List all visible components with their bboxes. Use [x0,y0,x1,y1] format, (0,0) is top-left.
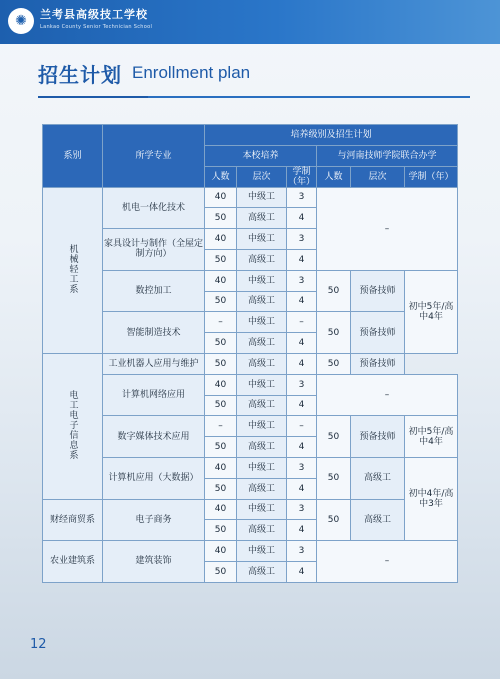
count-cell: 40 [205,187,237,208]
joint-cell: – [317,374,458,416]
dept-cell: 财经商贸系 [43,499,103,541]
level-cell: 高级工 [237,395,287,416]
count-cell: – [205,416,237,437]
count-cell: 40 [205,499,237,520]
level-cell: 高级工 [237,291,287,312]
header-joint: 与河南技师学院联合办学 [317,145,458,166]
dept-cell [43,187,103,353]
count-cell: 50 [205,395,237,416]
header-count: 人数 [205,166,237,187]
duration-cell: 4 [287,478,317,499]
header-major: 所学专业 [103,125,205,188]
duration-cell: 3 [287,270,317,291]
count-cell: 50 [205,561,237,582]
duration-cell: 4 [287,561,317,582]
dept-label: 机械轻工系 [67,243,78,294]
header-local: 本校培养 [205,145,317,166]
level-cell: 中级工 [237,270,287,291]
major-cell: 建筑装饰 [103,541,205,583]
level-cell: 中级工 [237,229,287,250]
duration-cell: 4 [287,333,317,354]
level-cell: 中级工 [237,187,287,208]
major-cell: 计算机网络应用 [103,374,205,416]
duration-cell: 4 [287,437,317,458]
level-cell: 高级工 [237,333,287,354]
duration-cell: – [287,416,317,437]
count-cell: 50 [205,208,237,229]
level-cell: 高级工 [237,249,287,270]
duration-cell: 3 [287,229,317,250]
count-cell: 50 [205,333,237,354]
duration-cell: 3 [287,374,317,395]
dept-cell: 农业建筑系 [43,541,103,583]
duration-cell: 3 [287,187,317,208]
dept-cell [43,353,103,499]
enrollment-table [42,124,458,583]
level-cell: 中级工 [237,457,287,478]
major-cell: 电子商务 [103,499,205,541]
duration-cell: 4 [287,395,317,416]
count-cell: 50 [205,353,237,374]
major-cell: 机电一体化技术 [103,187,205,229]
duration-cell: 3 [287,541,317,562]
duration-cell: 4 [287,520,317,541]
duration-cell: 4 [287,249,317,270]
dept-label: 电工电子信息系 [67,389,78,460]
joint-level-cell: 预备技师 [351,312,405,354]
duration-cell: – [287,312,317,333]
major-cell: 工业机器人应用与维护 [103,353,205,374]
count-cell: 40 [205,541,237,562]
school-name-en: Lankao County Senior Technician School [40,24,153,30]
count-cell: 50 [205,437,237,458]
duration-cell: 4 [287,291,317,312]
level-cell: 中级工 [237,499,287,520]
major-cell: 数控加工 [103,270,205,312]
joint-count-cell: 50 [317,499,351,541]
count-cell: 50 [205,249,237,270]
joint-level-cell: 预备技师 [351,353,405,374]
joint-cell: – [317,541,458,583]
duration-cell: 4 [287,353,317,374]
major-cell: 计算机应用（大数据） [103,457,205,499]
major-cell: 智能制造技术 [103,312,205,354]
header-plan: 培养级别及招生计划 [205,125,458,146]
count-cell: 50 [205,478,237,499]
joint-count-cell: 50 [317,270,351,312]
school-logo-icon: ✺ [8,8,34,34]
major-cell: 数字媒体技术应用 [103,416,205,458]
level-cell: 高级工 [237,353,287,374]
page-title [38,58,250,88]
joint-count-cell: 50 [317,457,351,499]
level-cell: 中级工 [237,312,287,333]
joint-level-cell: 预备技师 [351,416,405,458]
level-cell: 中级工 [237,541,287,562]
level-cell: 高级工 [237,478,287,499]
duration-cell: 3 [287,499,317,520]
joint-count-cell: 50 [317,353,351,374]
page-number: 12 [30,637,47,652]
count-cell: – [205,312,237,333]
header-level: 层次 [237,166,287,187]
header-level-joint: 层次 [351,166,405,187]
duration-cell: 3 [287,457,317,478]
count-cell: 40 [205,270,237,291]
count-cell: 40 [205,457,237,478]
title-en: Enrollment plan [132,63,251,82]
joint-level-cell: 高级工 [351,457,405,499]
level-cell: 中级工 [237,374,287,395]
header-count-joint: 人数 [317,166,351,187]
header-bar [0,0,500,44]
count-cell: 50 [205,291,237,312]
count-cell: 40 [205,229,237,250]
joint-level-cell: 高级工 [351,499,405,541]
duration-cell: 4 [287,208,317,229]
school-name: 兰考县高级技工学校 [40,8,148,21]
header-duration: 学制（年） [287,166,315,187]
joint-level-cell: 预备技师 [351,270,405,312]
joint-count-cell: 50 [317,416,351,458]
joint-cell: – [317,187,458,270]
major-cell: 家具设计与制作（全屋定制方向） [103,229,205,271]
level-cell: 高级工 [237,437,287,458]
header-department: 系别 [43,125,103,188]
title-divider [38,96,470,98]
level-cell: 高级工 [237,561,287,582]
count-cell: 50 [205,520,237,541]
title-zh: 招生计划 [38,62,122,87]
joint-duration-cell: 初中5年/高中4年 [405,416,458,458]
level-cell: 高级工 [237,520,287,541]
level-cell: 中级工 [237,416,287,437]
level-cell: 高级工 [237,208,287,229]
count-cell: 40 [205,374,237,395]
header-duration-joint: 学制（年） [405,166,458,187]
joint-duration-cell: 初中5年/高中4年 [405,270,458,353]
joint-duration-cell: 初中4年/高中3年 [405,457,458,540]
joint-count-cell: 50 [317,312,351,354]
